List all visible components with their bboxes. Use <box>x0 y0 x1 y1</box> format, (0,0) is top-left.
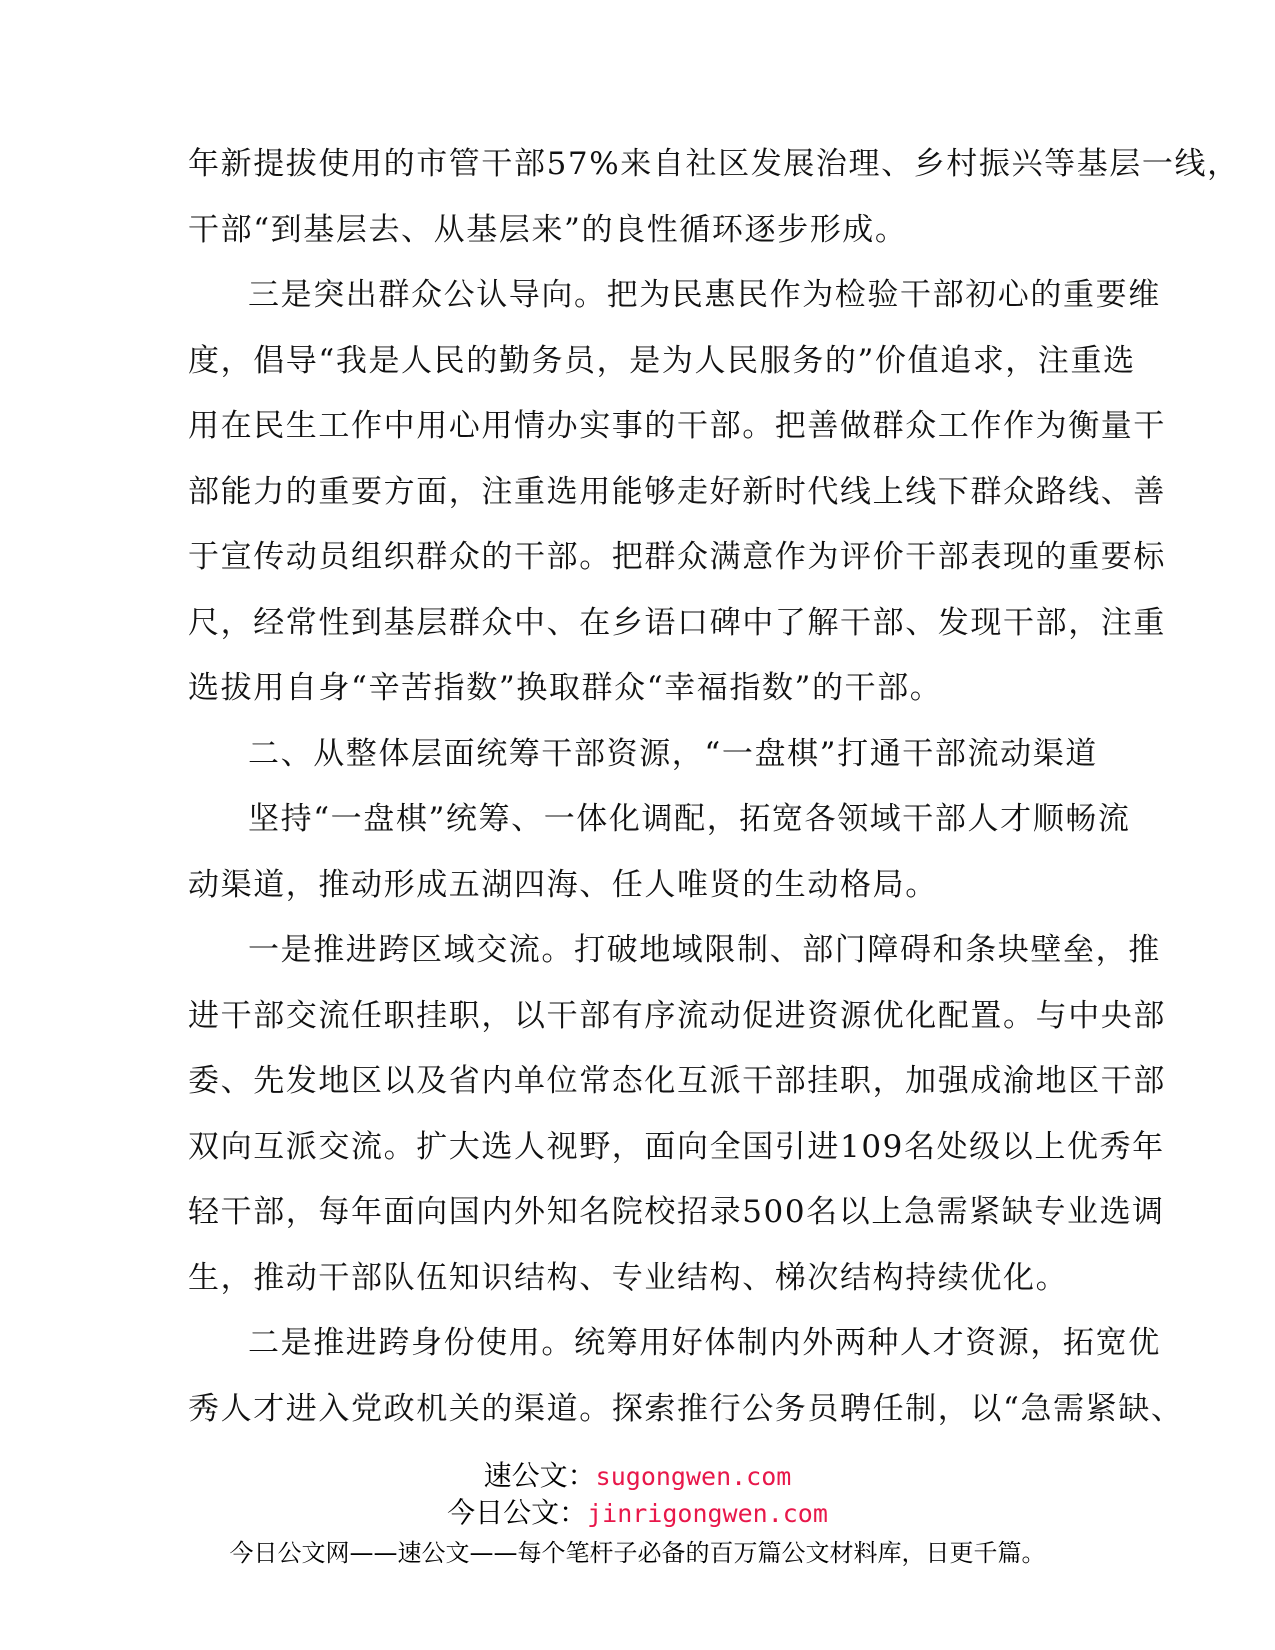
text-line: 选拔用自身“辛苦指数”换取群众“幸福指数”的干部。 <box>188 670 943 706</box>
text-line: 用在民生工作中用心用情办实事的干部。把善做群众工作作为衡量干 <box>188 408 1166 444</box>
text-line: 三是突出群众公认导向。把为民惠民作为检验干部初心的重要维 <box>248 277 1161 313</box>
text-line: 动渠道，推动形成五湖四海、任人唯贤的生动格局。 <box>188 866 938 903</box>
document-body <box>188 132 1240 1442</box>
footer-label: 今日公文： <box>447 1496 588 1529</box>
text-line: 于宣传动员组织群众的干部。把群众满意作为评价干部表现的重要标 <box>188 539 1166 575</box>
footer-slogan: 今日公文网——速公文——每个笔杆子必备的百万篇公文材料库，日更千篇。 <box>229 1539 1046 1567</box>
text-line: 委、先发地区以及省内单位常态化互派干部挂职，加强成渝地区干部 <box>188 1063 1166 1099</box>
text-line: 二是推进跨身份使用。统筹用好体制内外两种人才资源，拓宽优 <box>248 1325 1161 1361</box>
footer-sugongwen <box>0 1458 1275 1494</box>
text-line: 双向互派交流。扩大选人视野，面向全国引进109名处级以上优秀年 <box>188 1128 1165 1165</box>
text-line: 坚持“一盘棋”统筹、一体化调配，拓宽各领域干部人才顺畅流 <box>248 801 1131 837</box>
text-line: 轻干部，每年面向国内外知名院校招录500名以上急需紧缺专业选调 <box>188 1194 1165 1230</box>
text-line: 进干部交流任职挂职，以干部有序流动促进资源优化配置。与中央部 <box>188 997 1166 1034</box>
text-line: 一是推进跨区域交流。打破地域限制、部门障碍和条块壁垒，推 <box>248 932 1161 968</box>
footer-label: 速公文： <box>483 1459 596 1492</box>
sugongwen-link[interactable]: sugongwen.com <box>595 1462 792 1491</box>
text-line: 度，倡导“我是人民的勤务员，是为人民服务的”价值追求，注重选 <box>188 342 1136 379</box>
footer-jinrigongwen <box>0 1495 1275 1531</box>
text-line: 尺，经常性到基层群众中、在乡语口碑中了解干部、发现干部，注重 <box>188 604 1166 641</box>
section-heading: 二、从整体层面统筹干部资源，“一盘棋”打通干部流动渠道 <box>248 735 1098 772</box>
text-line: 生，推动干部队伍知识结构、专业结构、梯次结构持续优化。 <box>188 1259 1069 1296</box>
text-line: 干部“到基层去、从基层来”的良性循环逐步形成。 <box>188 211 908 248</box>
jinrigongwen-link[interactable]: jinrigongwen.com <box>587 1499 828 1528</box>
text-line: 部能力的重要方面，注重选用能够走好新时代线上线下群众路线、善 <box>188 473 1166 510</box>
text-line: 年新提拔使用的市管干部57%来自社区发展治理、乡村振兴等基层一线， <box>188 146 1240 182</box>
text-line: 秀人才进入党政机关的渠道。探索推行公务员聘任制，以“急需紧缺、 <box>188 1390 1184 1427</box>
